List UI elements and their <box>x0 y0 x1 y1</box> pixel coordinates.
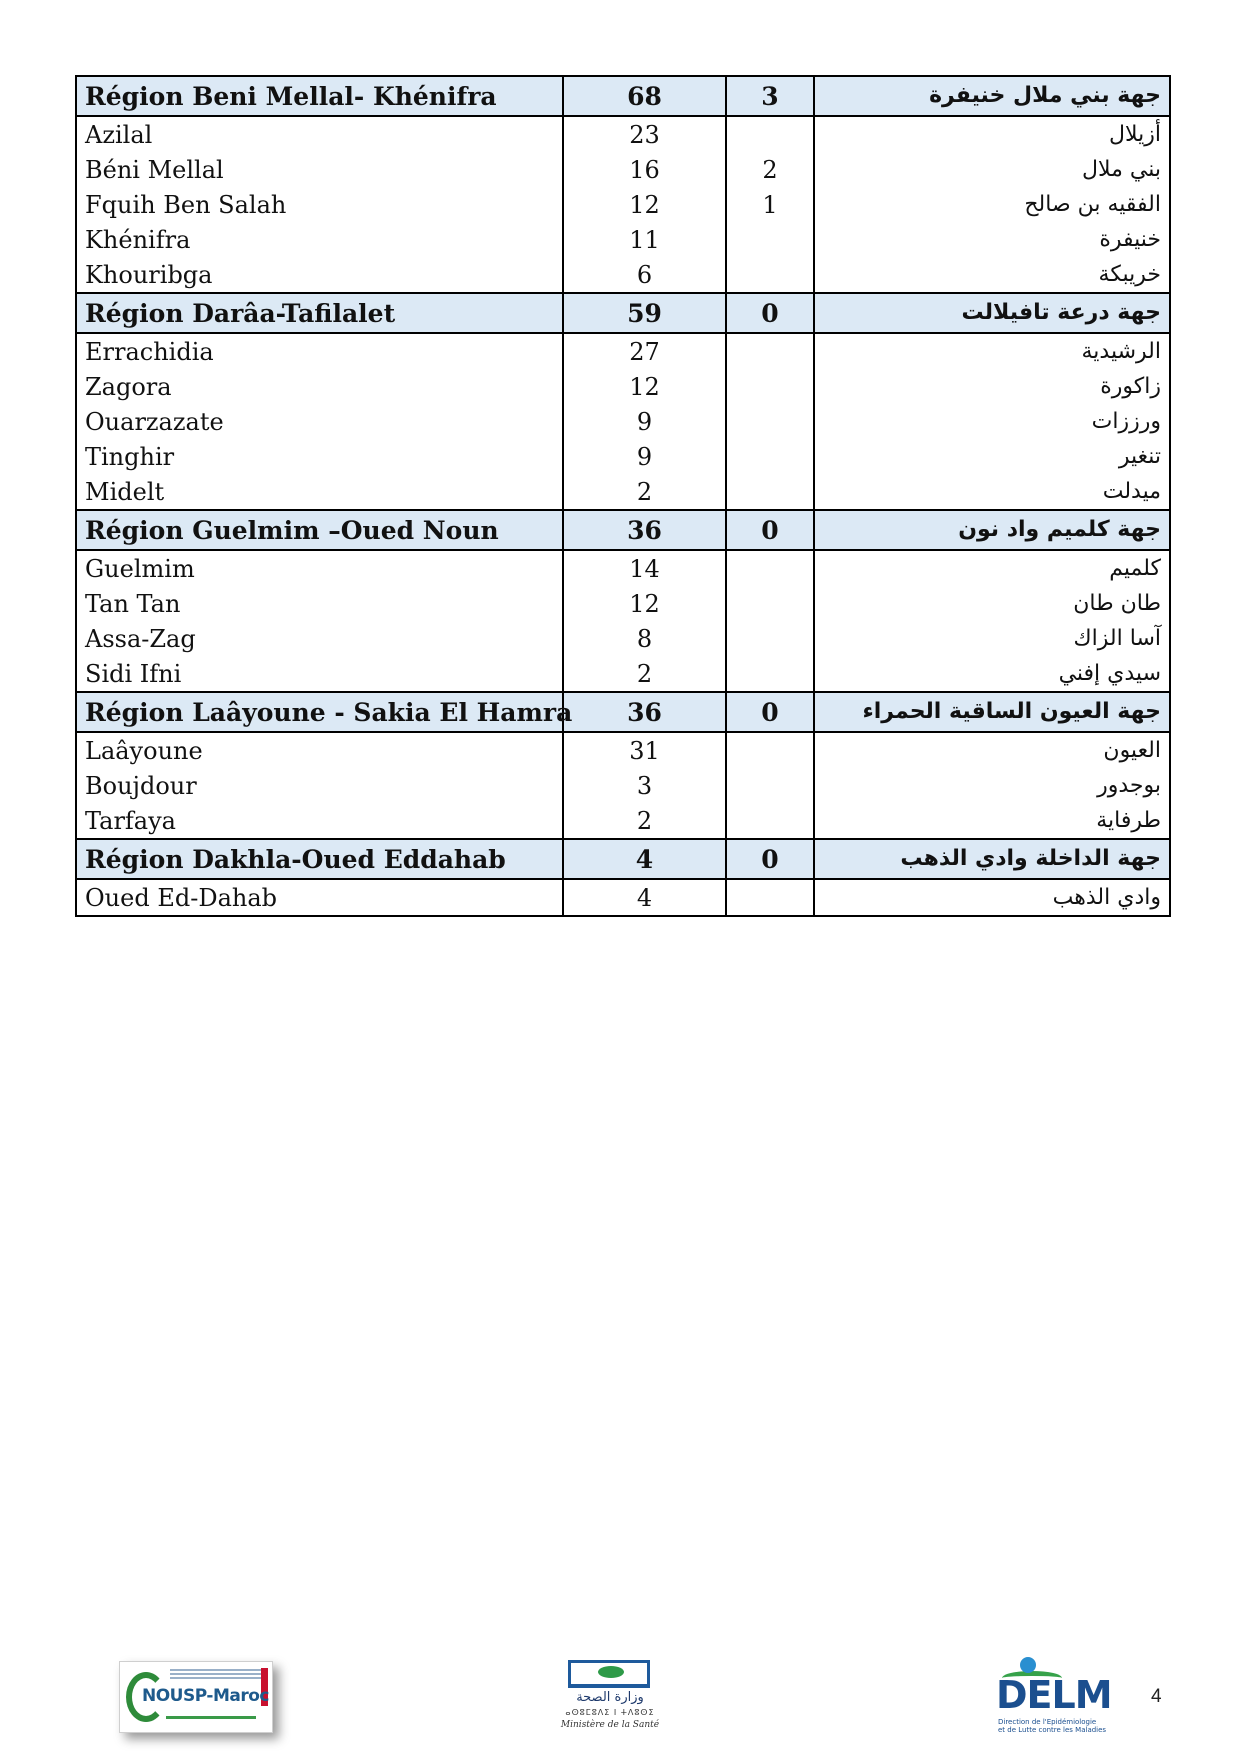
province-row <box>76 116 1170 152</box>
ministry-arabic-name: وزارة الصحة <box>576 1690 644 1705</box>
province-second-count <box>726 803 814 839</box>
province-row <box>76 621 1170 656</box>
province-count: 4 <box>563 879 726 916</box>
province-second-count: 1 <box>726 187 814 222</box>
region-header-row <box>76 839 1170 879</box>
province-second-count <box>726 768 814 803</box>
province-row <box>76 439 1170 474</box>
province-second-count <box>726 879 814 916</box>
region-group <box>76 76 1170 293</box>
region-second-count: 0 <box>726 293 814 333</box>
province-count: 9 <box>563 404 726 439</box>
province-name-ar: أزيلال <box>814 116 1170 152</box>
region-name-ar: جهة درعة تافيلالت <box>814 293 1170 333</box>
province-name-fr: Khénifra <box>76 222 563 257</box>
nousp-maroc-logo <box>119 1661 273 1733</box>
province-name-ar: خريبكة <box>814 257 1170 293</box>
province-row <box>76 732 1170 768</box>
province-row <box>76 550 1170 586</box>
province-name-fr: Zagora <box>76 369 563 404</box>
province-count: 11 <box>563 222 726 257</box>
province-row <box>76 222 1170 257</box>
province-count: 23 <box>563 116 726 152</box>
region-group <box>76 692 1170 839</box>
delm-logo <box>996 1657 1112 1737</box>
province-name-ar: وادي الذهب <box>814 879 1170 916</box>
province-count: 12 <box>563 586 726 621</box>
delm-logo-subtitle: Direction de l'Epidémiologie et de Lutte contre les Maladies <box>998 1718 1107 1735</box>
ministry-of-health-logo <box>560 1660 660 1740</box>
region-second-count: 0 <box>726 839 814 879</box>
region-total: 4 <box>563 839 726 879</box>
region-name-fr: Région Guelmim –Oued Noun <box>76 510 563 550</box>
province-count: 2 <box>563 656 726 692</box>
province-name-fr: Tinghir <box>76 439 563 474</box>
province-count: 2 <box>563 474 726 510</box>
province-count: 14 <box>563 550 726 586</box>
region-total: 36 <box>563 692 726 732</box>
province-count: 12 <box>563 369 726 404</box>
province-name-fr: Sidi Ifni <box>76 656 563 692</box>
province-name-ar: الرشيدية <box>814 333 1170 369</box>
province-name-fr: Khouribga <box>76 257 563 293</box>
region-group <box>76 510 1170 692</box>
province-name-ar: كلميم <box>814 550 1170 586</box>
province-row <box>76 803 1170 839</box>
regions-table <box>75 75 1171 917</box>
province-count: 27 <box>563 333 726 369</box>
province-second-count <box>726 404 814 439</box>
province-row <box>76 656 1170 692</box>
province-name-fr: Boujdour <box>76 768 563 803</box>
province-row <box>76 333 1170 369</box>
province-name-fr: Assa-Zag <box>76 621 563 656</box>
province-row <box>76 586 1170 621</box>
province-row <box>76 404 1170 439</box>
province-name-ar: ورززات <box>814 404 1170 439</box>
page-number: 4 <box>1151 1686 1162 1707</box>
province-second-count <box>726 369 814 404</box>
province-name-ar: طرفاية <box>814 803 1170 839</box>
province-second-count: 2 <box>726 152 814 187</box>
province-row <box>76 474 1170 510</box>
province-name-ar: زاكورة <box>814 369 1170 404</box>
province-row <box>76 152 1170 187</box>
province-second-count <box>726 439 814 474</box>
province-row <box>76 369 1170 404</box>
region-total: 59 <box>563 293 726 333</box>
ministry-tifinagh-name: ⴰⵙⵓⵎⵓⴷⵉ ⵏ ⵜⴷⵓⵙⵉ <box>565 1708 655 1717</box>
region-name-ar: جهة كلميم واد نون <box>814 510 1170 550</box>
region-name-fr: Région Dakhla-Oued Eddahab <box>76 839 563 879</box>
province-row <box>76 187 1170 222</box>
province-name-fr: Laâyoune <box>76 732 563 768</box>
province-count: 3 <box>563 768 726 803</box>
province-name-fr: Guelmim <box>76 550 563 586</box>
region-header-row <box>76 692 1170 732</box>
province-second-count <box>726 732 814 768</box>
region-header-row <box>76 76 1170 116</box>
province-name-ar: ميدلت <box>814 474 1170 510</box>
province-name-ar: بوجدور <box>814 768 1170 803</box>
province-name-fr: Errachidia <box>76 333 563 369</box>
region-header-row <box>76 510 1170 550</box>
province-count: 16 <box>563 152 726 187</box>
province-second-count <box>726 550 814 586</box>
region-header-row <box>76 293 1170 333</box>
region-name-fr: Région Laâyoune - Sakia El Hamra <box>76 692 563 732</box>
province-second-count <box>726 474 814 510</box>
region-second-count: 0 <box>726 692 814 732</box>
region-total: 68 <box>563 76 726 116</box>
province-second-count <box>726 116 814 152</box>
region-second-count: 3 <box>726 76 814 116</box>
region-second-count: 0 <box>726 510 814 550</box>
province-name-fr: Tan Tan <box>76 586 563 621</box>
province-count: 31 <box>563 732 726 768</box>
ministry-french-name: Ministère de la Santé <box>560 1720 660 1730</box>
province-name-ar: آسا الزاك <box>814 621 1170 656</box>
province-name-fr: Ouarzazate <box>76 404 563 439</box>
province-count: 12 <box>563 187 726 222</box>
delm-logo-word: DELM <box>996 1673 1112 1717</box>
province-count: 6 <box>563 257 726 293</box>
nousp-logo-text: NOUSP-Maroc <box>142 1686 269 1706</box>
province-second-count <box>726 257 814 293</box>
province-count: 2 <box>563 803 726 839</box>
province-row <box>76 257 1170 293</box>
region-total: 36 <box>563 510 726 550</box>
province-name-ar: خنيفرة <box>814 222 1170 257</box>
province-name-fr: Oued Ed-Dahab <box>76 879 563 916</box>
province-second-count <box>726 333 814 369</box>
region-group <box>76 293 1170 510</box>
region-name-fr: Région Darâa-Tafilalet <box>76 293 563 333</box>
province-name-fr: Tarfaya <box>76 803 563 839</box>
province-name-fr: Fquih Ben Salah <box>76 187 563 222</box>
province-second-count <box>726 621 814 656</box>
province-name-fr: Béni Mellal <box>76 152 563 187</box>
province-name-ar: العيون <box>814 732 1170 768</box>
province-row <box>76 768 1170 803</box>
province-name-ar: بني ملال <box>814 152 1170 187</box>
province-name-ar: سيدي إفني <box>814 656 1170 692</box>
province-count: 9 <box>563 439 726 474</box>
region-name-ar: جهة العيون الساقية الحمراء <box>814 692 1170 732</box>
province-name-ar: طان طان <box>814 586 1170 621</box>
region-group <box>76 839 1170 916</box>
province-second-count <box>726 586 814 621</box>
region-name-fr: Région Beni Mellal- Khénifra <box>76 76 563 116</box>
province-name-fr: Azilal <box>76 116 563 152</box>
province-name-ar: الفقيه بن صالح <box>814 187 1170 222</box>
region-name-ar: جهة بني ملال خنيفرة <box>814 76 1170 116</box>
province-second-count <box>726 656 814 692</box>
province-count: 8 <box>563 621 726 656</box>
province-name-fr: Midelt <box>76 474 563 510</box>
province-name-ar: تنغير <box>814 439 1170 474</box>
province-row <box>76 879 1170 916</box>
province-second-count <box>726 222 814 257</box>
region-name-ar: جهة الداخلة وادي الذهب <box>814 839 1170 879</box>
